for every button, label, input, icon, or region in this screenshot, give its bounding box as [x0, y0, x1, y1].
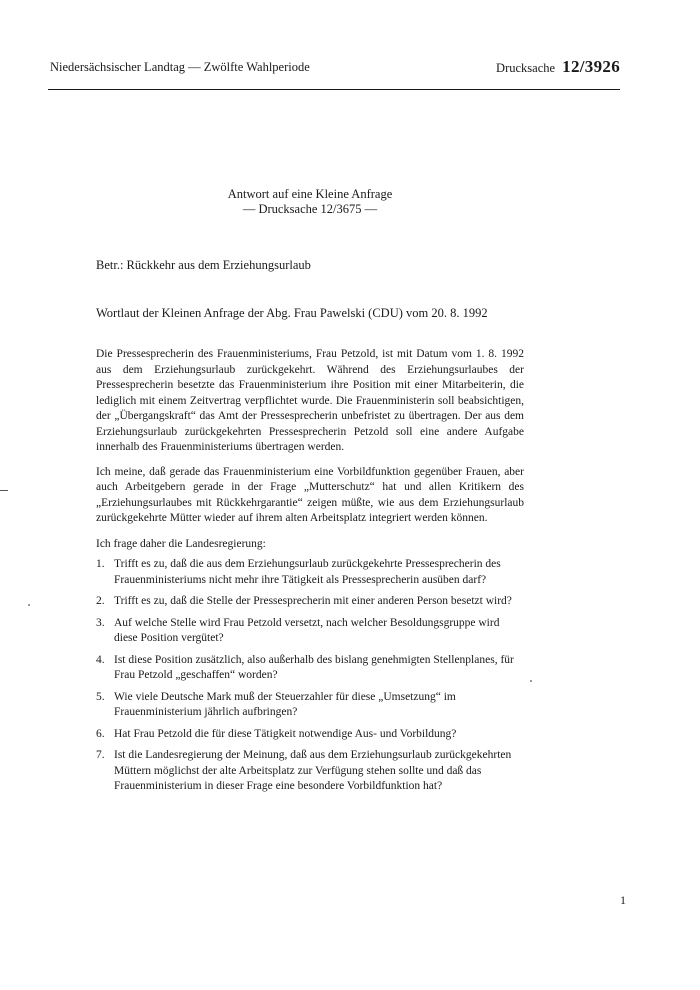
question-text: Trifft es zu, daß die Stelle der Pressesprecherin mit einer anderen Person besetzt wird? [114, 595, 512, 607]
subject-line: Betr.: Rückkehr aus dem Erziehungsurlaub [96, 258, 311, 272]
question-number: 6. [96, 727, 105, 740]
question-item [96, 557, 524, 588]
question-text: Ist die Landesregierung der Meinung, daß aus dem Erziehungsurlaub zurückgekehrten Müttern möglichst der alte Arbeitsplatz zur Verfügung stehen sollte und daß das Frauenministerium in dieser Frage eine besondere Vorbildfunktion hat? [114, 749, 512, 792]
question-number: 1. [96, 558, 105, 570]
question-item [96, 748, 524, 795]
question-text: Ist diese Position zusätzlich, also außerhalb des bislang genehmigten Stellenplanes, für Frau Petzold „geschaffen“ worden? [114, 653, 514, 681]
document-number [496, 57, 620, 77]
parliament-title: Niedersächsischer Landtag — Zwölfte Wahlperiode [50, 60, 310, 74]
inquiry-body [96, 347, 524, 536]
body-paragraph: Ich meine, daß gerade das Frauenministerium eine Vorbildfunktion gegenüber Frauen, aber auch Arbeitgebern gerade in der Frage „Mutterschutz“ hat und allen Kritikern des „Erziehungsurlaubes mit Rückkehrgarantie“ zeigen müßte, wie aus dem Erziehungsurlaub zurückgekehrte Mütter wieder auf ihrem alten Arbeitsplatz integriert werden können. [96, 465, 524, 524]
margin-mark [0, 490, 8, 491]
document-number-value: 12/3926 [562, 57, 620, 76]
question-item [96, 594, 524, 610]
body-paragraph: Die Pressesprecherin des Frauenministeriums, Frau Petzold, ist mit Datum vom 1. 8. 1992 aus dem Erziehungsurlaub zurückgekehrt. Während des Erziehungsurlaubes der Pressesprecherin besetzte das Frauenministerium ihre Position mit einer Mitarbeiterin, die lediglich mit einem Zeitvertrag verpflichtet wurde. Die Frauenministerin soll beabsichtigen, der „Übergangskraft“ das Amt der Pressesprecherin unbefristet zu übertragen. Der aus dem Erziehungsurlaub zurückgekehrten Pressesprecherin Petzold soll eine andere Aufgabe innerhalb des Frauenministeriums übertragen werden. [96, 348, 524, 453]
scan-speck [28, 604, 30, 606]
question-number: 4. [96, 653, 105, 666]
question-item [96, 653, 524, 684]
header-rule [48, 89, 620, 90]
answer-title: Antwort auf eine Kleine Anfrage [227, 187, 393, 201]
question-intro: Ich frage daher die Landesregierung: [96, 538, 266, 550]
page-number: 1 [620, 893, 626, 907]
document-number-label: Drucksache [496, 61, 556, 75]
question-list [96, 557, 524, 801]
question-item [96, 690, 524, 721]
answer-subtitle: — Drucksache 12/3675 — [242, 202, 378, 216]
question-item [96, 616, 524, 647]
scan-speck [530, 680, 532, 682]
question-text: Auf welche Stelle wird Frau Petzold versetzt, nach welcher Besoldungsgruppe wird diese Position vergütet? [114, 616, 500, 644]
answer-heading [0, 187, 620, 217]
question-text: Trifft es zu, daß die aus dem Erziehungsurlaub zurückgekehrte Pressesprecherin des Frauenministeriums nicht mehr ihre Tätigkeit als Pressesprecherin ausüben darf? [114, 558, 501, 586]
question-text: Wie viele Deutsche Mark muß der Steuerzahler für diese „Umsetzung“ im Frauenministerium jährlich aufbringen? [114, 690, 456, 718]
question-number: 7. [96, 749, 105, 761]
question-number: 5. [96, 690, 105, 703]
question-number: 3. [96, 616, 105, 629]
question-text: Hat Frau Petzold die für diese Tätigkeit notwendige Aus- und Vorbildung? [114, 727, 457, 740]
question-number: 2. [96, 595, 105, 607]
inquiry-wording-line: Wortlaut der Kleinen Anfrage der Abg. Frau Pawelski (CDU) vom 20. 8. 1992 [96, 306, 488, 320]
question-item [96, 727, 524, 743]
